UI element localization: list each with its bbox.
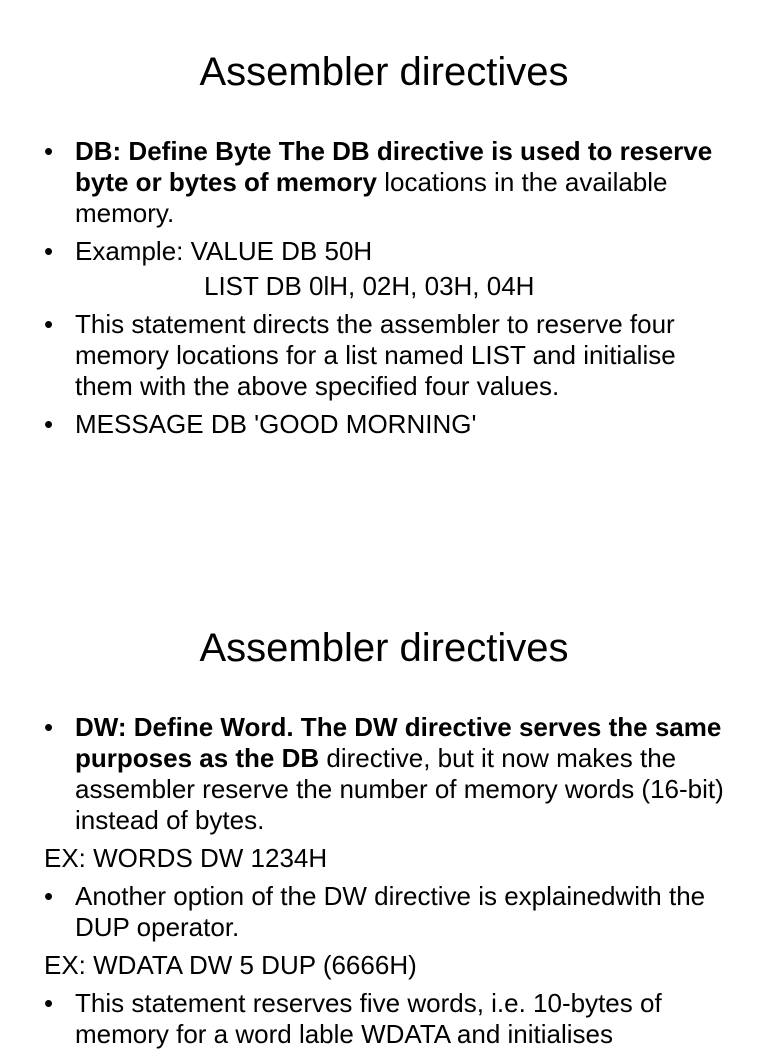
bold-text: DW: Define Word. The DW directive serves the same purposes as the DB [75, 712, 722, 773]
slide-2 [0, 576, 768, 1049]
bullet-statement [44, 309, 728, 402]
regular-text: This statement reserves five words, i.e. 10-bytes of memory for a word lable WDATA and initialises [75, 988, 662, 1049]
bullet-db-definition [44, 136, 728, 229]
slide-title: Assembler directives [199, 50, 569, 94]
regular-text: This statement directs the assembler to reserve four memory locations for a list named LIST and initialise them with the above specified four values. [75, 309, 676, 401]
regular-text: directive, but it now makes the assembler reserve the number of memory words (16-bit) instead of bytes. [75, 743, 724, 835]
regular-text: EX: WORDS DW 1234H [44, 843, 328, 873]
bullet-reserves [44, 988, 728, 1050]
slide-body [44, 136, 728, 447]
slide-title: Assembler directives [199, 626, 569, 670]
example-wdata [0, 950, 728, 981]
regular-text: MESSAGE DB 'GOOD MORNING' [75, 409, 477, 439]
bullet-dup-option [44, 881, 728, 943]
regular-text: LIST DB 0lH, 02H, 03H, 04H [204, 271, 535, 301]
bullet-message [44, 409, 728, 440]
example-words [0, 843, 728, 874]
regular-text: EX: WDATA DW 5 DUP (6666H) [44, 950, 417, 980]
bullet-example [44, 236, 728, 267]
bullet-dw-definition [44, 712, 728, 836]
regular-text: Another option of the DW directive is explainedwith the DUP operator. [75, 881, 706, 942]
regular-text: locations in the available memory. [75, 167, 668, 228]
regular-text: Example: VALUE DB 50H [75, 236, 373, 266]
slide-body [44, 712, 728, 1057]
example-continuation [44, 271, 728, 302]
bold-text: DB: Define Byte The DB directive is used to reserve byte or bytes of memory [75, 136, 713, 197]
